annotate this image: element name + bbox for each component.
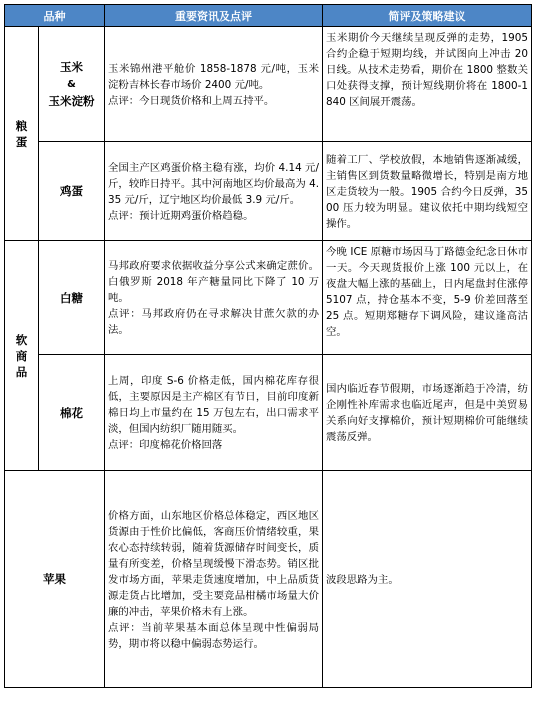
header-variety: 品种 [5,5,105,27]
variety-corn-line1: 玉米 [60,59,83,74]
advice-sugar [323,241,532,355]
advice-apple [323,471,532,688]
news-egg-text: 全国主产区鸡蛋价格主稳有涨，均价 4.14 元/斤，较昨日持平。其中河南地区均价最高为 4.35 元/斤，辽宁地区均价最低 3.9 元/斤。 [108,161,319,206]
category-char: 品 [15,364,28,379]
variety-corn-amp: & [67,78,76,90]
variety-corn-line2: 玉米淀粉 [48,93,95,108]
news-egg-comment: 点评：预计近期鸡蛋价格趋稳。 [108,209,254,222]
table-row-egg [5,142,532,241]
category-char: 软 [15,332,28,347]
advice-egg [323,142,532,241]
category-char: 蛋 [15,134,28,149]
header-advice: 简评及策略建议 [323,5,532,27]
news-cotton-comment: 点评：印度棉花价格回落 [108,439,223,451]
news-sugar-comment: 点评：马邦政府仍在寻求解决甘蔗欠款的办法。 [108,308,319,336]
advice-cotton [323,355,532,471]
news-corn [105,27,323,142]
news-corn-comment: 点评：今日现货价格和上周五持平。 [108,94,275,107]
category-grain-egg [5,27,39,241]
variety-sugar: 白糖 [39,241,105,355]
news-sugar [105,241,323,355]
category-char: 商 [15,348,28,363]
news-egg [105,142,323,241]
news-apple-text: 价格方面，山东地区价格总体稳定，西区地区货源由于性价比偏低，客商压价情绪较重，果农心态持续转弱，随着货源储存时间变长，质量有所变差，价格呈现缓慢下滑态势。销区批发市场方面，苹果走货速度增加，中上品质货源走货占比增加，受主要竞品柑橘市场量大价廉的冲击，苹果价格未有上涨。 [108,509,319,618]
advice-egg-text: 随着工厂、学校放假，本地销售逐渐减缓，主销售区到货数量略微增长，特别是南方地区走货较为一般。1905 合约今日反弹，3500 压力较为明显。建议依托中期均线短空操作。 [326,153,528,230]
news-apple [105,471,323,688]
news-corn-text: 玉米锦州港平舱价 1858-1878 元/吨，玉米淀粉吉林长春市场价 2400 元/吨。 [108,62,319,91]
advice-sugar-text: 今晚 ICE 原糖市场因马丁路德金纪念日休市一天。今天现货报价上涨 100 元以上，在夜盘大幅上涨的基础上，日内尾盘封住涨停 5107 点，持仓基本不变，5-9 价差回落至 25 点。短期郑糖存下调风险，建议逢高沽空。 [326,246,528,338]
variety-egg: 鸡蛋 [39,142,105,241]
news-sugar-text: 马邦政府要求依据收益分享公式来确定蔗价。白俄罗斯 2018 年产糖量同比下降了 10 万吨。 [108,260,319,304]
table-row-cotton [5,355,532,471]
page [4,4,531,688]
advice-apple-text: 波段思路为主。 [326,573,399,586]
advice-corn [323,27,532,142]
header-row [5,5,532,27]
table-row-corn [5,27,532,142]
news-cotton [105,355,323,471]
table-row-sugar [5,241,532,355]
header-news: 重要资讯及点评 [105,5,323,27]
news-cotton-text: 上周，印度 S-6 价格走低，国内棉花库存很低，主要原因是主产棉区有节日，目前印度新棉日均上市量约在 15 万包左右，出口需求平淡，但国内纺织厂随用随买。 [108,375,319,435]
category-char: 粮 [15,118,28,133]
category-soft [5,241,39,471]
variety-corn [39,27,105,142]
news-apple-comment: 点评：当前苹果基本面总体呈现中性偏弱局势，期市将以稳中偏弱态势运行。 [108,621,319,650]
advice-cotton-text: 国内临近春节假期，市场逐渐趋于冷清，纺企刚性补库需求也临近尾声，但是中美贸易关系向好支撑棉价，预计短期棉价可能继续震荡反弹。 [326,383,528,443]
variety-apple: 苹果 [5,471,105,688]
commodity-table [4,4,532,688]
variety-cotton: 棉花 [39,355,105,471]
table-row-apple [5,471,532,688]
advice-corn-text: 玉米期价今天继续呈现反弹的走势，1905 合约企稳于短期均线，并试图向上冲击 20 日线。从技术走势看，期价在 1800 整数关口处获得支撑，预计短线期价将在 1800-1840 区间展开震荡。 [326,32,528,108]
